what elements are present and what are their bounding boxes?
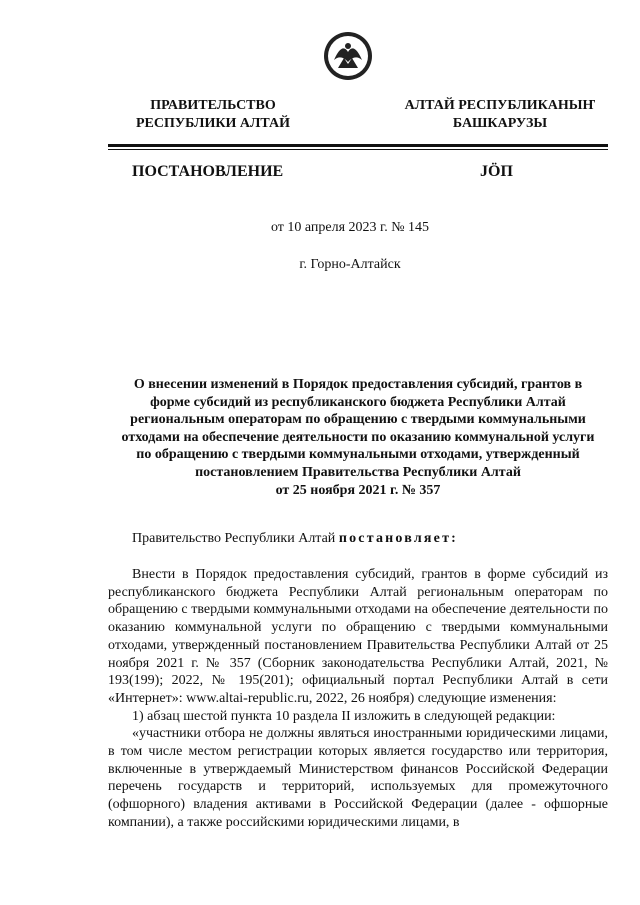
republic-emblem-icon bbox=[322, 28, 374, 84]
body-paragraph: «участники отбора не должны являться иностранными юридическими лицами, в том числе местом регистрации которых является государство или территория, включенные в утверждаемый Министерством финансов Российской Федерации перечень государств и территорий, используемых для промежуточного (офшорного) владения активами в Российской Федерации (далее - офшорные компании), а также российскими юридическими лицами, в bbox=[108, 726, 608, 830]
document-city: г. Горно-Алтайск bbox=[299, 257, 401, 272]
title-line: по обращению с твердыми коммунальными отходами, утвержденный bbox=[136, 447, 580, 463]
title-line: форме субсидий из республиканского бюджета Республики Алтай bbox=[150, 394, 566, 410]
title-line: от 25 ноября 2021 г. № 357 bbox=[275, 482, 441, 498]
government-name-altai bbox=[390, 97, 610, 133]
title-line: О внесении изменений в Порядок предоставления субсидий, грантов в bbox=[133, 377, 583, 392]
header-divider-thin bbox=[108, 149, 608, 150]
document-title bbox=[108, 376, 608, 499]
title-line: региональным операторам по обращению с твердыми коммунальными bbox=[130, 412, 586, 428]
body-paragraph: 1) абзац шестой пункта 10 раздела II изложить в следующей редакции: bbox=[132, 708, 556, 724]
header-left-line2: РЕСПУБЛИКИ АЛТАЙ bbox=[135, 116, 291, 131]
header-divider-thick bbox=[108, 144, 608, 147]
title-line: постановлением Правительства Республики Алтай bbox=[195, 464, 521, 480]
body-paragraph: Внести в Порядок предоставления субсидий, грантов в форме субсидий из республиканского бюджета Республики Алтай региональным операторам по обращению с твердыми коммунальными отходами на обеспечение деятельности по оказанию коммунальной услуги по обращению с твердыми коммунальными отходами, утвержденный постановлением Правительства Республики Алтай от 25 ноября 2021 г. № 357 (Сборник законодательства Республики Алтай, 2021, № 193(199); 2022, № 195(201); официальный портал Республики Алтай в сети «Интернет»: www.altai-republic.ru, 2022, 26 ноября) следующие изменения: bbox=[108, 567, 608, 706]
document-body bbox=[108, 566, 608, 832]
preamble-text: Правительство Республики Алтай bbox=[132, 531, 339, 546]
title-line: отходами на обеспечение деятельности по оказанию коммунальной услуги bbox=[121, 429, 595, 445]
preamble-decree-word: постановляет: bbox=[338, 531, 459, 546]
document-date-number: от 10 апреля 2023 г. № 145 bbox=[270, 220, 430, 235]
document-type-russian: ПОСТАНОВЛЕНИЕ bbox=[132, 163, 284, 180]
header-left-line1: ПРАВИТЕЛЬСТВО bbox=[150, 98, 276, 113]
preamble bbox=[132, 530, 458, 548]
header-right-line1: АЛТАЙ РЕСПУБЛИКАНЫҤ bbox=[404, 98, 596, 113]
document-type-altai: JÖП bbox=[480, 163, 513, 180]
government-name-russian bbox=[108, 97, 318, 133]
header-right-line2: БАШКАРУЗЫ bbox=[452, 116, 548, 131]
